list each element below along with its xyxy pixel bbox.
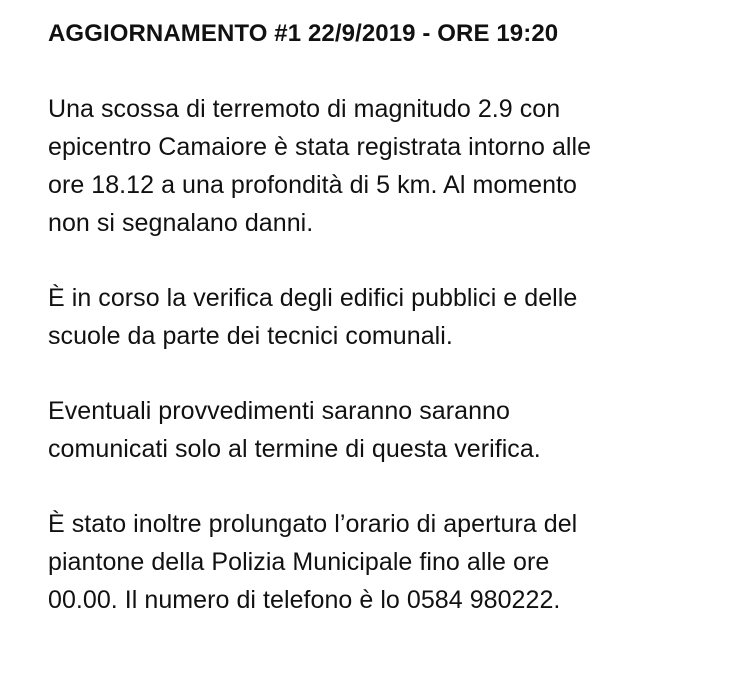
text-line: Una scossa di terremoto di magnitudo 2.9 con [48,95,561,123]
paragraph-measures [48,392,728,468]
text-line: È stato inoltre prolungato l’orario di apertura del [48,510,578,538]
text-line: non si segnalano danni. [48,209,314,237]
text-line: scuole da parte dei tecnici comunali. [48,322,453,350]
paragraph-earthquake [48,90,728,242]
paragraph-police-hours [48,505,728,619]
text-line: Eventuali provvedimenti saranno saranno [48,397,510,425]
text-line: piantone della Polizia Municipale fino alle ore [48,548,550,576]
update-heading: AGGIORNAMENTO #1 22/9/2019 - ORE 19:20 [48,20,559,47]
text-line: epicentro Camaiore è stata registrata intorno alle [48,133,592,161]
text-line: ore 18.12 a una profondità di 5 km. Al momento [48,171,578,199]
text-line: comunicati solo al termine di questa verifica. [48,435,541,463]
announcement-document [48,18,728,656]
text-line: 00.00. Il numero di telefono è lo 0584 980222. [48,586,561,614]
paragraph-inspection [48,279,728,355]
text-line: È in corso la verifica degli edifici pubblici e delle [48,284,578,312]
